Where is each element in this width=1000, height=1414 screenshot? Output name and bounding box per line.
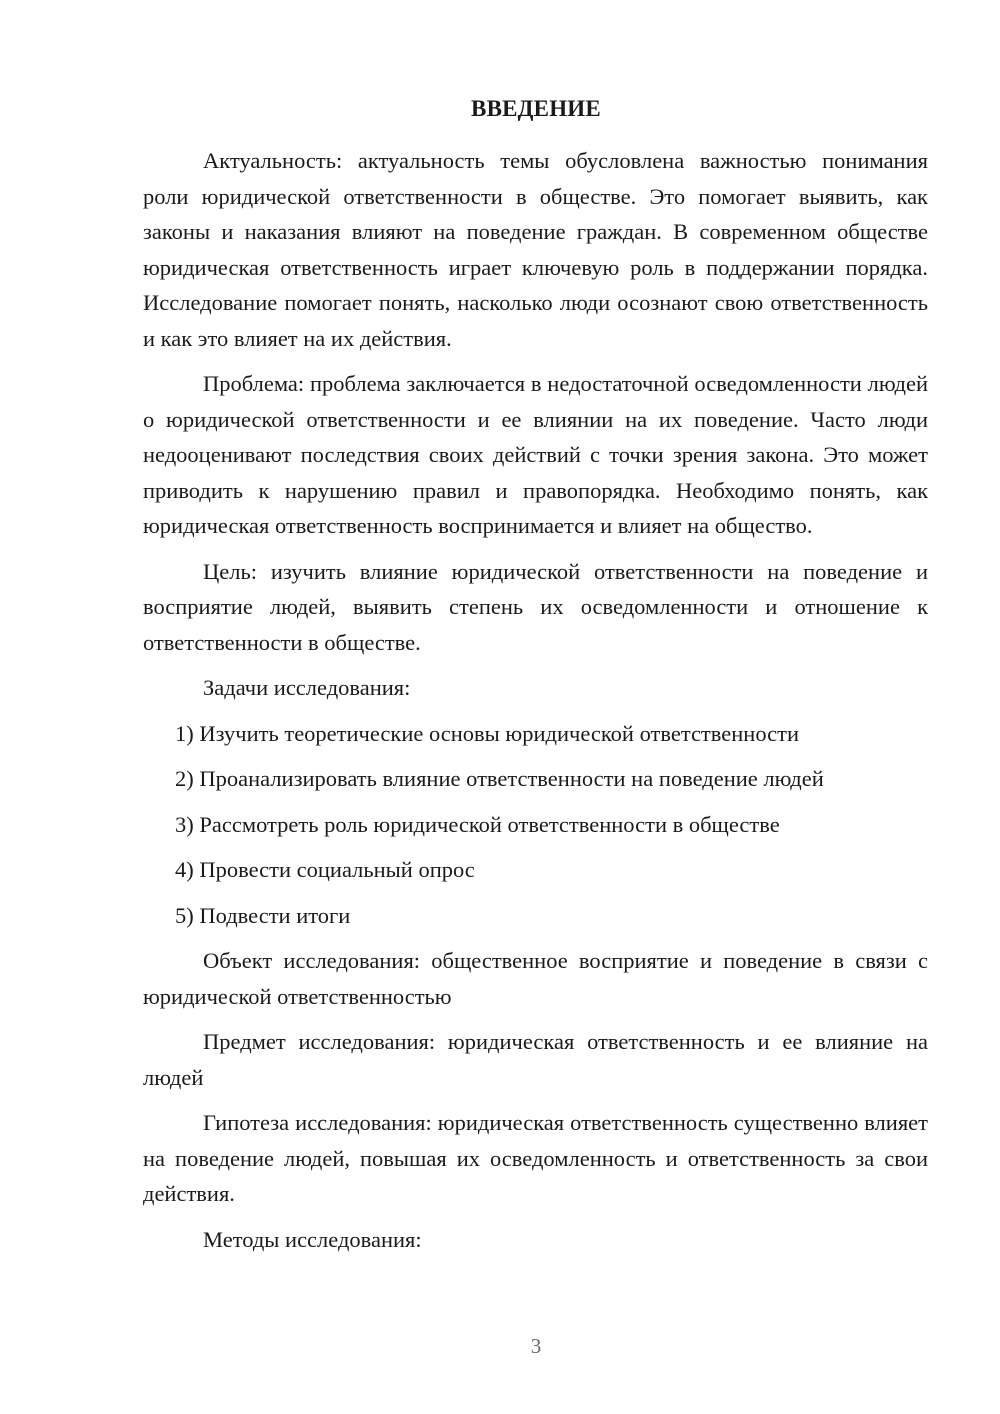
paragraph-methods-heading: Методы исследования:	[203, 1226, 422, 1252]
list-item: 5) Подвести итоги	[175, 902, 351, 928]
paragraph-object: Объект исследования: общественное восприятие и поведение в связи с юридической ответственностью	[143, 948, 928, 1009]
list-item: 1) Изучить теоретические основы юридической ответственности	[175, 720, 799, 746]
list-item: 3) Рассмотреть роль юридической ответственности в обществе	[175, 811, 780, 837]
page-title: ВВЕДЕНИЕ	[471, 96, 601, 121]
paragraph-relevance: Актуальность: актуальность темы обусловлена важностью понимания роли юридической ответственности в обществе. Это помогает выявить, как законы и наказания влияют на поведение граждан. В современном обществе юридическая ответственность играет ключевую роль в поддержании порядка. Исследование помогает понять, насколько люди осознают свою ответственность и как это влияет на их действия.	[143, 148, 928, 351]
tasks-list	[143, 716, 928, 934]
paragraph-subject: Предмет исследования: юридическая ответственность и ее влияние на людей	[143, 1029, 928, 1090]
paragraph-tasks-heading: Задачи исследования:	[203, 675, 411, 700]
page-number: 3	[530, 1334, 542, 1358]
list-item: 4) Провести социальный опрос	[175, 857, 475, 882]
document-body	[143, 143, 928, 1267]
list-item: 2) Проанализировать влияние ответственности на поведение людей	[175, 766, 824, 791]
paragraph-goal: Цель: изучить влияние юридической ответственности на поведение и восприятие людей, выявить степень их осведомленности и отношение к ответственности в обществе.	[143, 558, 928, 655]
paragraph-problem: Проблема: проблема заключается в недостаточной осведомленности людей о юридической ответственности и ее влиянии на их поведение. Часто люди недооценивают последствия своих действий с точки зрения закона. Это может приводить к нарушению правил и правопорядка. Необходимо понять, как юридическая ответственность воспринимается и влияет на общество.	[143, 371, 928, 538]
paragraph-hypothesis: Гипотеза исследования: юридическая ответственность существенно влияет на поведение людей, повышая их осведомленность и ответственность за свои действия.	[143, 1110, 928, 1206]
